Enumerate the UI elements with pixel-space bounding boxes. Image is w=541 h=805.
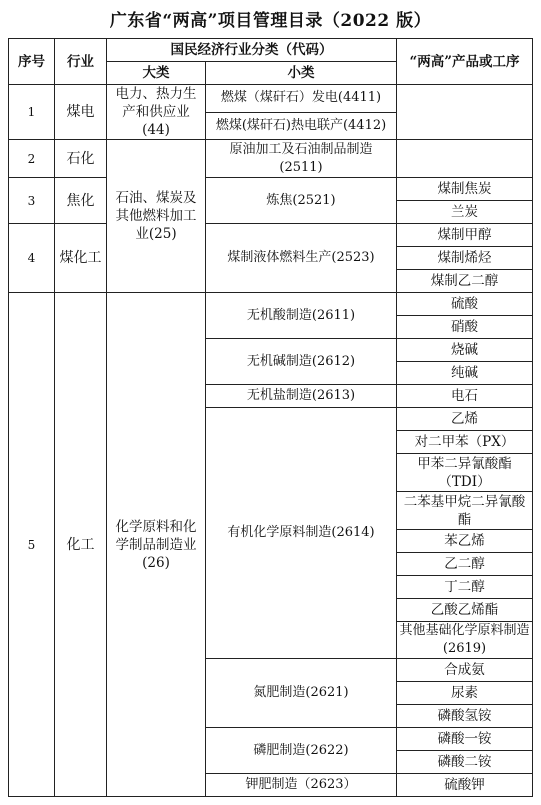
row-product: 乙二醇	[397, 553, 533, 576]
table-row	[9, 178, 533, 201]
table-row	[9, 85, 533, 113]
row-minor: 无机酸制造(2611)	[206, 293, 397, 339]
header-product: “两高”产品或工序	[397, 39, 533, 85]
row-product: 电石	[397, 385, 533, 408]
row-product: 煤制烯烃	[397, 247, 533, 270]
row-seq: 5	[9, 293, 55, 797]
row-product: 煤制甲醇	[397, 224, 533, 247]
row-industry: 焦化	[55, 178, 107, 224]
row-minor: 无机盐制造(2613)	[206, 385, 397, 408]
row-minor: 磷肥制造(2622)	[206, 728, 397, 774]
row-seq: 3	[9, 178, 55, 224]
row-minor: 其他基础化学原料制造(2619)	[397, 622, 533, 659]
row-product: 乙烯	[397, 408, 533, 431]
row-product: 对二甲苯（PX）	[397, 431, 533, 454]
row-minor: 有机化学原料制造(2614)	[206, 408, 397, 659]
header-minor: 小类	[206, 62, 397, 85]
row-minor: 燃煤(煤矸石)热电联产(4412)	[206, 112, 397, 140]
row-minor: 无机碱制造(2612)	[206, 339, 397, 385]
row-industry: 煤电	[55, 85, 107, 140]
row-seq: 4	[9, 224, 55, 293]
row-product: 煤制乙二醇	[397, 270, 533, 293]
row-product: 丁二醇	[397, 576, 533, 599]
row-product-empty	[397, 140, 533, 178]
row-major: 石油、煤炭及其他燃料加工业(25)	[107, 140, 206, 293]
row-product: 磷酸氢铵	[397, 705, 533, 728]
row-product: 硫酸钾	[397, 774, 533, 797]
row-product: 甲苯二异氰酸酯（TDI）	[397, 454, 533, 492]
row-seq: 2	[9, 140, 55, 178]
row-product: 磷酸一铵	[397, 728, 533, 751]
row-industry: 煤化工	[55, 224, 107, 293]
row-product: 硫酸	[397, 293, 533, 316]
row-product: 纯碱	[397, 362, 533, 385]
row-product: 尿素	[397, 682, 533, 705]
row-major: 电力、热力生产和供应业(44)	[107, 85, 206, 140]
row-product: 磷酸二铵	[397, 751, 533, 774]
row-minor: 煤制液体燃料生产(2523)	[206, 224, 397, 293]
table-row	[9, 140, 533, 178]
row-major: 化学原料和化学制品制造业(26)	[107, 293, 206, 797]
table-row	[9, 224, 533, 247]
row-minor: 原油加工及石油制品制造(2511)	[206, 140, 397, 178]
row-product: 乙酸乙烯酯	[397, 599, 533, 622]
header-classification: 国民经济行业分类（代码）	[107, 39, 397, 62]
header-industry: 行业	[55, 39, 107, 85]
row-product: 硝酸	[397, 316, 533, 339]
header-seq: 序号	[9, 39, 55, 85]
row-product: 烧碱	[397, 339, 533, 362]
catalog-table	[8, 38, 533, 797]
row-product-empty	[397, 85, 533, 140]
header-row	[9, 39, 533, 62]
row-minor: 氮肥制造(2621)	[206, 659, 397, 728]
row-seq: 1	[9, 85, 55, 140]
row-industry: 石化	[55, 140, 107, 178]
row-minor: 炼焦(2521)	[206, 178, 397, 224]
row-product: 合成氨	[397, 659, 533, 682]
row-minor: 钾肥制造（2623）	[206, 774, 397, 797]
row-product: 苯乙烯	[397, 530, 533, 553]
page-title: 广东省“两高”项目管理目录（2022 版）	[109, 11, 432, 31]
header-major: 大类	[107, 62, 206, 85]
row-product: 二苯基甲烷二异氰酸酯	[397, 492, 533, 530]
row-minor: 燃煤（煤矸石）发电(4411)	[206, 85, 397, 113]
row-product: 兰炭	[397, 201, 533, 224]
row-industry: 化工	[55, 293, 107, 797]
row-product: 煤制焦炭	[397, 178, 533, 201]
table-row	[9, 293, 533, 316]
